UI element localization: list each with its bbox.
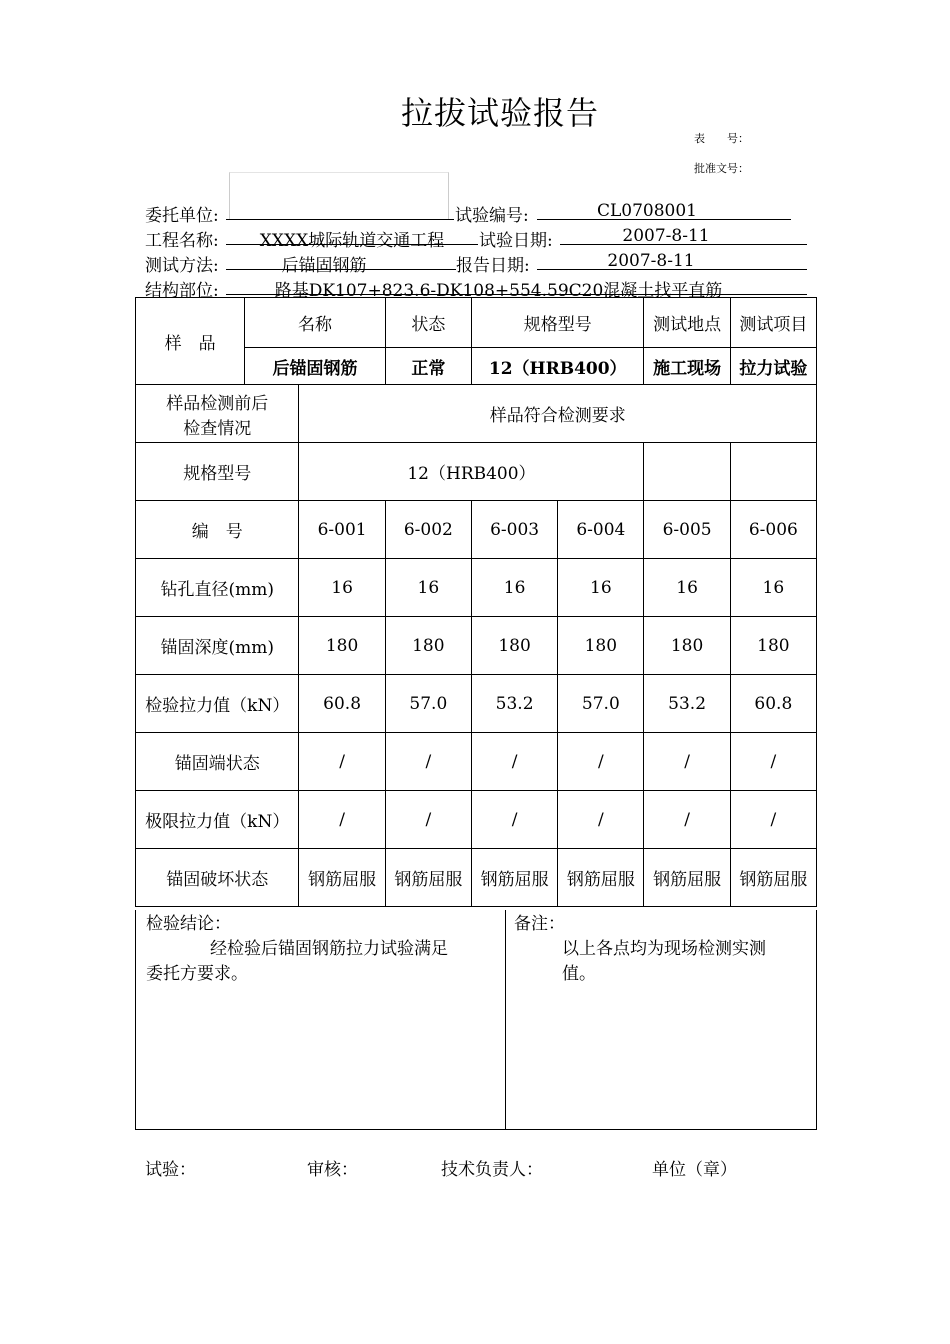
- sample-label: 样 品: [136, 298, 245, 385]
- row-label: 极限拉力值（kN）: [136, 791, 299, 849]
- test-date-label: 试验日期:: [479, 231, 553, 251]
- table-row: [136, 733, 817, 791]
- remarks-text-line1: 以上各点均为现场检测实测: [562, 939, 766, 959]
- report-date-value: 2007-8-11: [607, 251, 695, 271]
- cell: 180: [385, 617, 471, 675]
- row-label: 锚固破坏状态: [136, 849, 299, 907]
- cell: 6-003: [471, 501, 557, 559]
- method-label: 测试方法:: [145, 256, 219, 276]
- cell: /: [730, 733, 816, 791]
- cell: 60.8: [730, 675, 816, 733]
- cell: 钢筋屈服: [644, 849, 730, 907]
- signature-unit-seal: 单位（章）: [652, 1160, 737, 1180]
- table-row: [136, 791, 817, 849]
- cell: 180: [299, 617, 385, 675]
- table-row: [136, 617, 817, 675]
- sample-value-status: 正常: [385, 348, 471, 385]
- sample-header-item: 测试项目: [730, 298, 816, 348]
- inspection-value: 样品符合检测要求: [299, 385, 817, 443]
- cell: 6-001: [299, 501, 385, 559]
- cell: 57.0: [385, 675, 471, 733]
- spec-value: 12（HRB400）: [299, 443, 644, 501]
- report-title: 拉拔试验报告: [400, 94, 599, 132]
- approval-number-label: 批准文号：: [694, 162, 749, 175]
- spec-empty-cell: [730, 443, 816, 501]
- sample-header-name: 名称: [245, 298, 385, 348]
- cell: 钢筋屈服: [299, 849, 385, 907]
- cell: 180: [558, 617, 644, 675]
- table-row: [136, 559, 817, 617]
- cell: 钢筋屈服: [730, 849, 816, 907]
- inspection-label-line1: 样品检测前后: [166, 393, 269, 414]
- conclusion-text-line2: 委托方要求。: [146, 964, 248, 984]
- row-label: 检验拉力值（kN）: [136, 675, 299, 733]
- cell: /: [299, 791, 385, 849]
- project-label: 工程名称:: [145, 231, 219, 251]
- cell: 16: [385, 559, 471, 617]
- table-row: [136, 501, 817, 559]
- cell: 16: [558, 559, 644, 617]
- conclusion-label: 检验结论：: [146, 914, 231, 934]
- cell: 6-006: [730, 501, 816, 559]
- sample-value-item: 拉力试验: [730, 348, 816, 385]
- location-label: 结构部位:: [145, 281, 219, 301]
- conclusion-section: [136, 910, 506, 1129]
- cell: /: [385, 733, 471, 791]
- cell: 180: [471, 617, 557, 675]
- sample-value-site: 施工现场: [644, 348, 730, 385]
- method-value: 后锚固钢筋: [281, 256, 367, 276]
- cell: /: [558, 791, 644, 849]
- remarks-section: [506, 910, 816, 1133]
- sample-header-spec: 规格型号: [471, 298, 644, 348]
- conclusion-remarks-box: [135, 910, 817, 1130]
- cell: 16: [299, 559, 385, 617]
- report-date-label: 报告日期:: [456, 256, 530, 276]
- row-label: 钻孔直径(mm): [136, 559, 299, 617]
- cell: 16: [730, 559, 816, 617]
- cell: 6-004: [558, 501, 644, 559]
- location-value: 路基DK107+823.6-DK108+554.59C20混凝土找平直筋: [274, 281, 723, 301]
- client-field-box: [229, 172, 449, 219]
- client-underline: [226, 219, 454, 220]
- project-value: XXXX城际轨道交通工程: [259, 231, 445, 251]
- test-number-value: CL0708001: [596, 201, 697, 221]
- table-number-label: 表 号：: [694, 132, 749, 145]
- cell: 钢筋屈服: [385, 849, 471, 907]
- remarks-text-line2: 值。: [562, 964, 596, 984]
- inspection-label: [136, 385, 299, 443]
- test-date-value: 2007-8-11: [622, 226, 710, 246]
- signature-test: 试验：: [145, 1160, 196, 1180]
- cell: 53.2: [471, 675, 557, 733]
- cell: /: [385, 791, 471, 849]
- cell: 钢筋屈服: [471, 849, 557, 907]
- signature-tech-lead: 技术负责人：: [441, 1160, 543, 1180]
- inspection-label-line2: 检查情况: [183, 418, 252, 439]
- cell: 钢筋屈服: [558, 849, 644, 907]
- cell: 53.2: [644, 675, 730, 733]
- row-label: 锚固深度(mm): [136, 617, 299, 675]
- cell: /: [730, 791, 816, 849]
- table-row: [136, 849, 817, 907]
- cell: /: [644, 733, 730, 791]
- test-number-label: 试验编号:: [455, 206, 529, 226]
- cell: 180: [644, 617, 730, 675]
- row-label: 编 号: [136, 501, 299, 559]
- table-row: [136, 675, 817, 733]
- cell: /: [471, 791, 557, 849]
- client-label: 委托单位:: [145, 206, 219, 226]
- cell: 6-005: [644, 501, 730, 559]
- cell: /: [644, 791, 730, 849]
- cell: /: [558, 733, 644, 791]
- sample-value-name: 后锚固钢筋: [245, 348, 385, 385]
- spec-label: 规格型号: [136, 443, 299, 501]
- sample-header-status: 状态: [385, 298, 471, 348]
- test-data-table: [135, 297, 817, 907]
- sample-value-spec: 12（HRB400）: [471, 348, 644, 385]
- signature-review: 审核：: [307, 1160, 358, 1180]
- cell: /: [299, 733, 385, 791]
- cell: 57.0: [558, 675, 644, 733]
- cell: /: [471, 733, 557, 791]
- remarks-label: 备注：: [514, 914, 565, 934]
- sample-header-site: 测试地点: [644, 298, 730, 348]
- cell: 180: [730, 617, 816, 675]
- spec-empty-cell: [644, 443, 730, 501]
- cell: 16: [644, 559, 730, 617]
- cell: 6-002: [385, 501, 471, 559]
- row-label: 锚固端状态: [136, 733, 299, 791]
- cell: 60.8: [299, 675, 385, 733]
- conclusion-text-line1: 经检验后锚固钢筋拉力试验满足: [210, 939, 448, 959]
- cell: 16: [471, 559, 557, 617]
